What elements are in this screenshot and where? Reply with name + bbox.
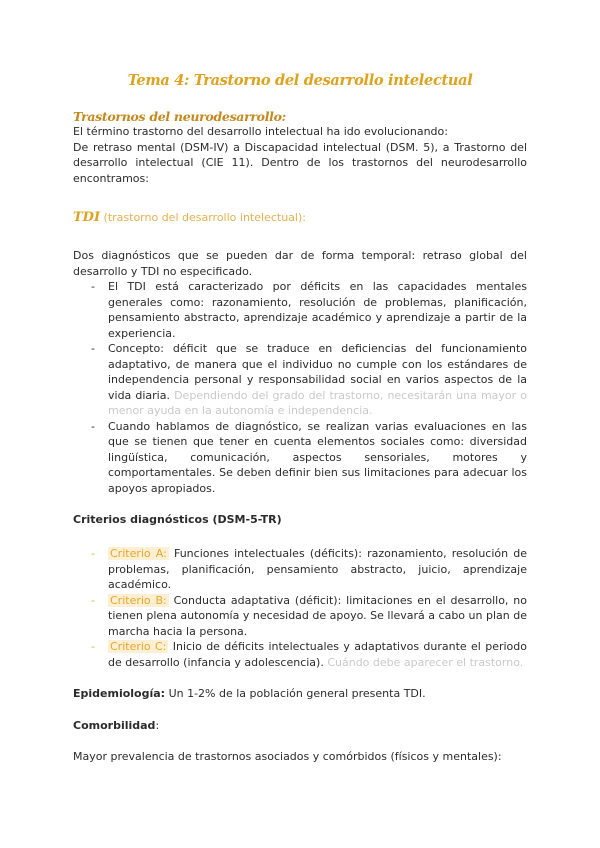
criterio-label: Criterio C: — [110, 640, 167, 653]
tdi-heading — [73, 210, 527, 225]
faded-annotation: Dependiendo del grado del trastorno, necesitarán una mayor o menor ayuda en la autonomía e independencia. — [108, 388, 527, 417]
criterio-label: Criterio B: — [110, 593, 167, 607]
document-title: Tema 4: Trastorno del desarrollo intelectual — [127, 72, 473, 89]
list-item — [73, 341, 527, 419]
comorbilidad-label: Comorbilidad — [73, 718, 156, 732]
dash-bullet: - — [91, 547, 95, 560]
list-item — [73, 593, 527, 640]
tdi-intro-paragraph: Dos diagnósticos que se pueden dar de forma temporal: retraso global del desarrollo y TDI no especificado. — [73, 249, 527, 278]
tdi-heading-rest: (trastorno del desarrollo intelectual): — [100, 211, 306, 224]
faded-annotation: Cuándo debe aparecer el trastorno. — [327, 655, 524, 669]
section-heading-neurodesarrollo: Trastornos del neurodesarrollo: — [73, 109, 286, 124]
dash-bullet: - — [91, 280, 95, 293]
dash-bullet: - — [91, 419, 95, 433]
dash-bullet: - — [91, 342, 95, 355]
criterio-text: Inicio de déficits intelectuales y adaptativos durante el periodo de desarrollo (infancia y adolescencia). — [108, 640, 527, 669]
epidemiologia-text: Un 1-2% de la población general presenta TDI. — [165, 687, 426, 700]
dash-bullet: - — [91, 640, 95, 653]
criterio-text: Conducta adaptativa (déficit): limitaciones en el desarrollo, no tienen plena autonomía y necesidad de apoyo. Se llevará a cabo un plan de marcha hacia la persona. — [108, 593, 527, 638]
list-item — [73, 419, 527, 497]
paragraph-evolution: De retraso mental (DSM-IV) a Discapacidad intelectual (DSM. 5), a Trastorno del desarrollo intelectual (CIE 11). Dentro de los trastornos del neurodesarrollo encontramos: — [73, 140, 527, 185]
tdi-bullet-list — [73, 279, 527, 496]
dash-bullet: - — [91, 593, 95, 607]
epidemiologia-paragraph — [73, 686, 527, 702]
list-item — [73, 546, 527, 593]
list-item-text: Cuando hablamos de diagnóstico, se realizan varias evaluaciones en las que se tienen que tener en cuenta elementos sociales como: diversidad lingüística, comunicación, aspectos sensoriales, motores y comportamentales. Se deben definir bien sus limitaciones para adecuar los apoyos apropiados. — [108, 419, 527, 495]
comorbilidad-heading — [73, 718, 527, 734]
comorbilidad-colon: : — [155, 718, 160, 732]
list-item-text: El TDI está caracterizado por déficits en las capacidades mentales generales como: razonamiento, resolución de problemas, planificación, pensamiento abstracto, aprendizaje académico y aprendizaje a partir de la experiencia. — [108, 280, 527, 340]
list-item — [73, 639, 527, 670]
paragraph-intro: El término trastorno del desarrollo intelectual ha ido evolucionando: — [73, 125, 448, 138]
epidemiologia-label: Epidemiología: — [73, 687, 166, 700]
criterio-label: Criterio A: — [110, 547, 167, 560]
criterios-heading: Criterios diagnósticos (DSM-5-TR) — [73, 513, 282, 526]
list-item-text: Concepto: déficit que se traduce en deficiencias del funcionamiento adaptativo, de manera que el individuo no cumple con los estándares de independencia personal y responsabilidad social en varios aspectos de la vida diaria. — [108, 342, 527, 402]
criterios-list — [73, 546, 527, 670]
comorbilidad-paragraph: Mayor prevalencia de trastornos asociados y comórbidos (físicos y mentales): — [73, 750, 502, 763]
list-item — [73, 279, 527, 341]
tdi-heading-strong: TDI — [73, 210, 101, 225]
criterio-text: Funciones intelectuales (déficits): razonamiento, resolución de problemas, planificación, pensamiento abstracto, juicio, aprendizaje académico. — [108, 547, 527, 591]
